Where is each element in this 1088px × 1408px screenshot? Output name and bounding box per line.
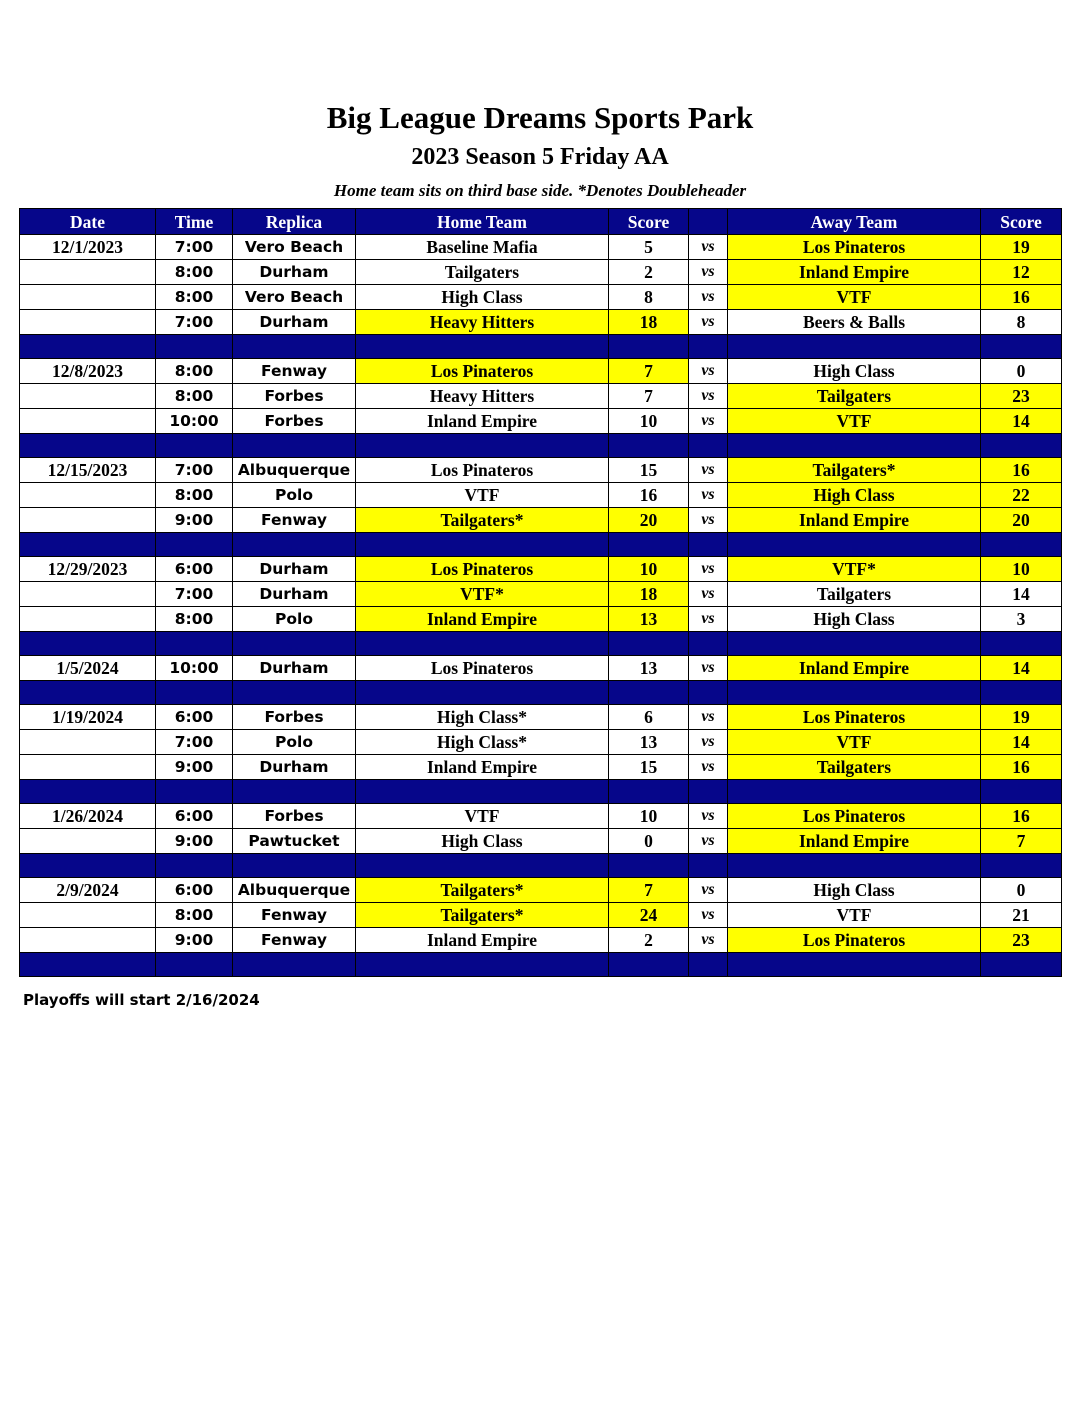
game-date	[20, 582, 156, 607]
home-score: 16	[609, 483, 689, 508]
game-date	[20, 384, 156, 409]
vs-label: vs	[689, 903, 728, 928]
game-date	[20, 508, 156, 533]
home-team: Tailgaters*	[356, 878, 609, 903]
field-replica: Fenway	[233, 359, 356, 384]
vs-label: vs	[689, 804, 728, 829]
home-team: Tailgaters*	[356, 508, 609, 533]
home-team: Inland Empire	[356, 607, 609, 632]
game-date	[20, 755, 156, 780]
separator-cell	[728, 681, 981, 705]
vs-label: vs	[689, 656, 728, 681]
separator-cell	[20, 533, 156, 557]
home-score: 10	[609, 409, 689, 434]
separator-cell	[981, 953, 1062, 977]
separator-cell	[981, 681, 1062, 705]
field-replica: Pawtucket	[233, 829, 356, 854]
vs-label: vs	[689, 285, 728, 310]
away-score: 12	[981, 260, 1062, 285]
separator-cell	[233, 335, 356, 359]
game-time: 7:00	[156, 310, 233, 335]
away-score: 0	[981, 359, 1062, 384]
game-row	[20, 409, 1062, 434]
schedule-note: Home team sits on third base side. *Denotes Doubleheader	[333, 181, 747, 200]
field-replica: Forbes	[233, 409, 356, 434]
separator-cell	[609, 681, 689, 705]
game-date	[20, 260, 156, 285]
field-replica: Forbes	[233, 705, 356, 730]
away-team: VTF	[728, 409, 981, 434]
vs-label: vs	[689, 483, 728, 508]
vs-label: vs	[689, 409, 728, 434]
vs-label: vs	[689, 260, 728, 285]
away-score: 22	[981, 483, 1062, 508]
game-time: 10:00	[156, 409, 233, 434]
separator-cell	[728, 953, 981, 977]
col-home-team: Home Team	[356, 209, 609, 235]
away-team: Los Pinateros	[728, 235, 981, 260]
home-score: 7	[609, 384, 689, 409]
separator-cell	[20, 632, 156, 656]
separator-row	[20, 533, 1062, 557]
field-replica: Durham	[233, 260, 356, 285]
separator-cell	[981, 854, 1062, 878]
game-row	[20, 607, 1062, 632]
playoffs-note: Playoffs will start 2/16/2024	[23, 991, 260, 1009]
separator-cell	[356, 681, 609, 705]
away-team: Tailgaters	[728, 384, 981, 409]
away-team: Tailgaters	[728, 755, 981, 780]
separator-row	[20, 681, 1062, 705]
field-replica: Forbes	[233, 804, 356, 829]
home-team: Los Pinateros	[356, 359, 609, 384]
away-team: Inland Empire	[728, 508, 981, 533]
game-time: 7:00	[156, 582, 233, 607]
separator-cell	[156, 632, 233, 656]
field-replica: Fenway	[233, 903, 356, 928]
away-team: Inland Empire	[728, 829, 981, 854]
home-score: 20	[609, 508, 689, 533]
away-score: 23	[981, 384, 1062, 409]
game-date	[20, 285, 156, 310]
home-score: 18	[609, 310, 689, 335]
schedule-table	[19, 208, 1062, 977]
separator-cell	[609, 780, 689, 804]
home-team: Los Pinateros	[356, 656, 609, 681]
col-replica: Replica	[233, 209, 356, 235]
vs-label: vs	[689, 384, 728, 409]
vs-label: vs	[689, 582, 728, 607]
home-score: 15	[609, 458, 689, 483]
separator-cell	[356, 632, 609, 656]
separator-row	[20, 335, 1062, 359]
separator-cell	[356, 533, 609, 557]
field-replica: Fenway	[233, 928, 356, 953]
home-score: 13	[609, 730, 689, 755]
separator-cell	[233, 533, 356, 557]
game-row	[20, 483, 1062, 508]
field-replica: Albuquerque	[233, 458, 356, 483]
home-team: VTF	[356, 804, 609, 829]
field-replica: Durham	[233, 656, 356, 681]
home-team: VTF*	[356, 582, 609, 607]
vs-label: vs	[689, 235, 728, 260]
away-score: 10	[981, 557, 1062, 582]
game-date: 1/5/2024	[20, 656, 156, 681]
game-time: 9:00	[156, 928, 233, 953]
game-row	[20, 656, 1062, 681]
separator-cell	[609, 434, 689, 458]
game-row	[20, 730, 1062, 755]
away-score: 14	[981, 409, 1062, 434]
home-team: Inland Empire	[356, 755, 609, 780]
away-score: 14	[981, 730, 1062, 755]
separator-cell	[20, 780, 156, 804]
game-date: 2/9/2024	[20, 878, 156, 903]
separator-cell	[156, 681, 233, 705]
vs-label: vs	[689, 508, 728, 533]
game-row	[20, 705, 1062, 730]
vs-label: vs	[689, 310, 728, 335]
game-date	[20, 607, 156, 632]
separator-cell	[689, 632, 728, 656]
separator-cell	[689, 780, 728, 804]
away-team: VTF	[728, 730, 981, 755]
home-team: Heavy Hitters	[356, 384, 609, 409]
game-row	[20, 359, 1062, 384]
home-score: 15	[609, 755, 689, 780]
separator-cell	[728, 434, 981, 458]
field-replica: Durham	[233, 310, 356, 335]
home-team: Los Pinateros	[356, 557, 609, 582]
home-score: 10	[609, 557, 689, 582]
away-team: Los Pinateros	[728, 928, 981, 953]
game-time: 6:00	[156, 705, 233, 730]
game-row	[20, 903, 1062, 928]
vs-label: vs	[689, 557, 728, 582]
home-team: Inland Empire	[356, 409, 609, 434]
home-score: 2	[609, 928, 689, 953]
separator-cell	[156, 953, 233, 977]
game-date	[20, 903, 156, 928]
field-replica: Polo	[233, 730, 356, 755]
home-team: Baseline Mafia	[356, 235, 609, 260]
separator-cell	[689, 681, 728, 705]
separator-cell	[981, 434, 1062, 458]
home-score: 0	[609, 829, 689, 854]
away-team: Inland Empire	[728, 260, 981, 285]
game-row	[20, 804, 1062, 829]
col-date: Date	[20, 209, 156, 235]
away-team: Inland Empire	[728, 656, 981, 681]
away-score: 16	[981, 458, 1062, 483]
vs-label: vs	[689, 705, 728, 730]
home-team: Tailgaters	[356, 260, 609, 285]
separator-cell	[233, 854, 356, 878]
home-score: 7	[609, 359, 689, 384]
vs-label: vs	[689, 730, 728, 755]
game-row	[20, 508, 1062, 533]
game-date: 12/29/2023	[20, 557, 156, 582]
game-time: 6:00	[156, 804, 233, 829]
away-score: 14	[981, 582, 1062, 607]
home-score: 13	[609, 656, 689, 681]
home-team: Inland Empire	[356, 928, 609, 953]
away-score: 19	[981, 705, 1062, 730]
vs-label: vs	[689, 755, 728, 780]
separator-row	[20, 854, 1062, 878]
game-time: 9:00	[156, 829, 233, 854]
vs-label: vs	[689, 829, 728, 854]
away-team: VTF	[728, 903, 981, 928]
separator-cell	[728, 632, 981, 656]
separator-cell	[981, 533, 1062, 557]
separator-cell	[689, 335, 728, 359]
home-score: 10	[609, 804, 689, 829]
game-time: 6:00	[156, 557, 233, 582]
home-team: VTF	[356, 483, 609, 508]
field-replica: Polo	[233, 607, 356, 632]
game-row	[20, 384, 1062, 409]
game-row	[20, 582, 1062, 607]
game-date: 1/26/2024	[20, 804, 156, 829]
home-team: Los Pinateros	[356, 458, 609, 483]
field-replica: Albuquerque	[233, 878, 356, 903]
home-team: High Class	[356, 829, 609, 854]
separator-row	[20, 780, 1062, 804]
game-time: 6:00	[156, 878, 233, 903]
separator-cell	[156, 434, 233, 458]
game-time: 9:00	[156, 755, 233, 780]
separator-cell	[981, 780, 1062, 804]
home-score: 13	[609, 607, 689, 632]
separator-cell	[356, 434, 609, 458]
col-away-score: Score	[981, 209, 1062, 235]
separator-cell	[689, 953, 728, 977]
game-date: 12/15/2023	[20, 458, 156, 483]
game-time: 8:00	[156, 260, 233, 285]
away-team: Tailgaters	[728, 582, 981, 607]
separator-cell	[981, 335, 1062, 359]
field-replica: Fenway	[233, 508, 356, 533]
separator-cell	[356, 854, 609, 878]
away-score: 16	[981, 755, 1062, 780]
game-date: 12/8/2023	[20, 359, 156, 384]
game-time: 8:00	[156, 903, 233, 928]
col-away-team: Away Team	[728, 209, 981, 235]
game-row	[20, 260, 1062, 285]
separator-cell	[609, 632, 689, 656]
home-score: 5	[609, 235, 689, 260]
vs-label: vs	[689, 359, 728, 384]
field-replica: Forbes	[233, 384, 356, 409]
header-row	[20, 209, 1062, 235]
separator-cell	[233, 681, 356, 705]
away-score: 16	[981, 285, 1062, 310]
separator-cell	[356, 335, 609, 359]
away-team: Los Pinateros	[728, 705, 981, 730]
away-team: High Class	[728, 359, 981, 384]
separator-cell	[233, 434, 356, 458]
field-replica: Vero Beach	[233, 285, 356, 310]
home-team: Tailgaters*	[356, 903, 609, 928]
away-team: High Class	[728, 878, 981, 903]
page-title: Big League Dreams Sports Park	[326, 100, 754, 135]
separator-cell	[609, 335, 689, 359]
game-date: 12/1/2023	[20, 235, 156, 260]
field-replica: Durham	[233, 755, 356, 780]
separator-cell	[689, 434, 728, 458]
game-row	[20, 285, 1062, 310]
field-replica: Durham	[233, 557, 356, 582]
vs-label: vs	[689, 458, 728, 483]
separator-cell	[156, 335, 233, 359]
game-date	[20, 409, 156, 434]
home-team: High Class*	[356, 705, 609, 730]
separator-cell	[689, 854, 728, 878]
separator-row	[20, 953, 1062, 977]
game-time: 9:00	[156, 508, 233, 533]
away-score: 19	[981, 235, 1062, 260]
game-time: 8:00	[156, 359, 233, 384]
game-date	[20, 483, 156, 508]
away-score: 7	[981, 829, 1062, 854]
separator-cell	[609, 953, 689, 977]
separator-cell	[356, 780, 609, 804]
away-team: Tailgaters*	[728, 458, 981, 483]
separator-row	[20, 632, 1062, 656]
away-score: 20	[981, 508, 1062, 533]
away-team: VTF	[728, 285, 981, 310]
game-row	[20, 458, 1062, 483]
separator-cell	[728, 780, 981, 804]
game-row	[20, 235, 1062, 260]
game-date	[20, 928, 156, 953]
home-score: 7	[609, 878, 689, 903]
home-team: Heavy Hitters	[356, 310, 609, 335]
home-score: 18	[609, 582, 689, 607]
away-score: 3	[981, 607, 1062, 632]
home-score: 6	[609, 705, 689, 730]
season-subtitle: 2023 Season 5 Friday AA	[411, 144, 669, 170]
away-score: 21	[981, 903, 1062, 928]
vs-label: vs	[689, 607, 728, 632]
away-score: 0	[981, 878, 1062, 903]
game-time: 8:00	[156, 384, 233, 409]
col-home-score: Score	[609, 209, 689, 235]
away-team: High Class	[728, 607, 981, 632]
home-team: High Class	[356, 285, 609, 310]
home-score: 8	[609, 285, 689, 310]
away-team: Los Pinateros	[728, 804, 981, 829]
vs-label: vs	[689, 878, 728, 903]
separator-cell	[728, 533, 981, 557]
game-time: 7:00	[156, 235, 233, 260]
home-score: 2	[609, 260, 689, 285]
game-row	[20, 829, 1062, 854]
separator-cell	[20, 681, 156, 705]
separator-cell	[609, 854, 689, 878]
separator-cell	[689, 533, 728, 557]
game-date	[20, 730, 156, 755]
game-time: 8:00	[156, 483, 233, 508]
separator-cell	[156, 780, 233, 804]
away-team: VTF*	[728, 557, 981, 582]
separator-cell	[20, 434, 156, 458]
separator-cell	[233, 953, 356, 977]
game-time: 10:00	[156, 656, 233, 681]
separator-cell	[20, 335, 156, 359]
separator-cell	[356, 953, 609, 977]
game-time: 7:00	[156, 730, 233, 755]
separator-cell	[609, 533, 689, 557]
game-date: 1/19/2024	[20, 705, 156, 730]
separator-cell	[20, 854, 156, 878]
away-score: 8	[981, 310, 1062, 335]
separator-cell	[156, 854, 233, 878]
away-score: 14	[981, 656, 1062, 681]
away-score: 16	[981, 804, 1062, 829]
game-time: 8:00	[156, 285, 233, 310]
home-team: High Class*	[356, 730, 609, 755]
field-replica: Polo	[233, 483, 356, 508]
home-score: 24	[609, 903, 689, 928]
separator-cell	[156, 533, 233, 557]
separator-row	[20, 434, 1062, 458]
field-replica: Vero Beach	[233, 235, 356, 260]
col-time: Time	[156, 209, 233, 235]
game-row	[20, 310, 1062, 335]
game-row	[20, 557, 1062, 582]
separator-cell	[981, 632, 1062, 656]
game-date	[20, 310, 156, 335]
game-row	[20, 755, 1062, 780]
game-row	[20, 928, 1062, 953]
game-time: 8:00	[156, 607, 233, 632]
game-date	[20, 829, 156, 854]
separator-cell	[233, 780, 356, 804]
away-team: Beers & Balls	[728, 310, 981, 335]
away-team: High Class	[728, 483, 981, 508]
separator-cell	[728, 335, 981, 359]
away-score: 23	[981, 928, 1062, 953]
vs-label: vs	[689, 928, 728, 953]
separator-cell	[20, 953, 156, 977]
separator-cell	[233, 632, 356, 656]
game-row	[20, 878, 1062, 903]
col-vs	[689, 209, 728, 235]
game-time: 7:00	[156, 458, 233, 483]
field-replica: Durham	[233, 582, 356, 607]
separator-cell	[728, 854, 981, 878]
